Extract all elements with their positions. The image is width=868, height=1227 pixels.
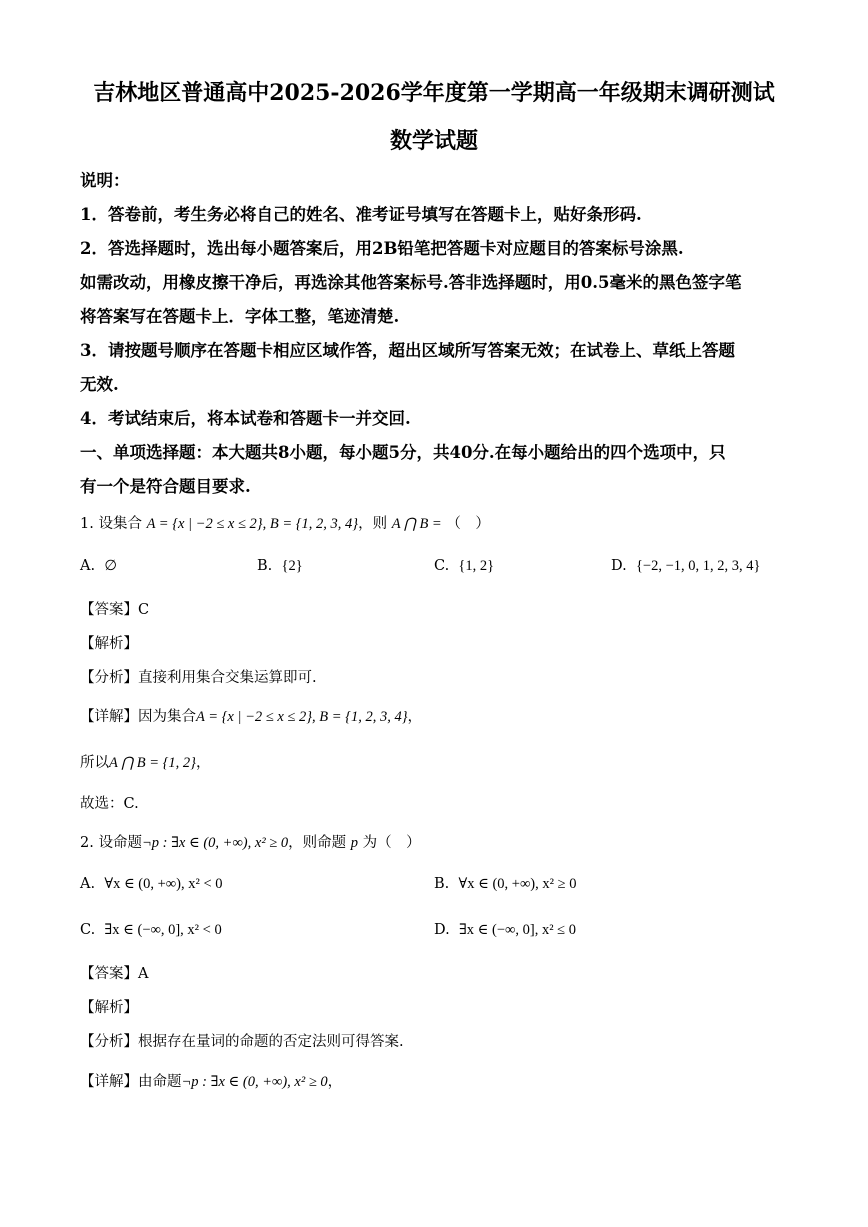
exam-title: 吉林地区普通高中2025-2026学年度第一学期高一年级期末调研测试 <box>93 80 775 106</box>
q1-option-a: A. ∅ <box>80 558 117 574</box>
q1-paren: （ ） <box>446 516 490 532</box>
note-item: 3．请按题号顺序在答题卡相应区域作答，超出区域所写答案无效；在试卷上、草纸上答题 <box>80 341 735 360</box>
section-heading: 一、单项选择题：本大题共8小题，每小题5分，共40分.在每小题给出的四个选项中，只 <box>80 443 726 462</box>
question-2: 2. 设命题¬p : ∃x ∈ (0, +∞), x² ≥ 0，则命题 p 为（ ） <box>80 835 421 851</box>
note-item: 将答案写在答题卡上．字体工整，笔迹清楚. <box>80 307 400 326</box>
section-heading-cont: 有一个是符合题目要求. <box>80 477 251 496</box>
q1-option-b: B. {2} <box>257 558 303 574</box>
q1-formula2: A ⋂ B = <box>391 516 442 532</box>
q2-analysis: 【分析】根据存在量词的命题的否定法则可得答案. <box>80 1034 404 1050</box>
q1-analysis-head: 【解析】 <box>80 636 138 652</box>
q2-answer: 【答案】A <box>80 966 149 982</box>
note-item: 4．考试结束后，将本试卷和答题卡一并交回. <box>80 409 411 428</box>
q1-answer: 【答案】C <box>80 602 150 618</box>
question-1 <box>80 512 490 533</box>
q2-analysis-head: 【解析】 <box>80 1000 138 1016</box>
q1-option-c: C. {1, 2} <box>434 558 495 574</box>
q1-analysis: 【分析】直接利用集合交集运算即可. <box>80 670 317 686</box>
q1-formula: A = {x | −2 ≤ x ≤ 2}, B = {1, 2, 3, 4} <box>146 516 359 532</box>
q2-option-d: D. ∃x ∈ (−∞, 0], x² ≤ 0 <box>434 922 577 938</box>
q1-suffix: ，则 <box>358 516 388 532</box>
note-item: 如需改动，用橡皮擦干净后，再选涂其他答案标号.答非选择题时，用0.5毫米的黑色签字笔 <box>80 273 742 292</box>
note-item: 1．答卷前，考生务必将自己的姓名、准考证号填写在答题卡上，贴好条形码. <box>80 205 642 224</box>
note-item: 2．答选择题时，选出每小题答案后，用2B铅笔把答题卡对应题目的答案标号涂黑. <box>80 239 684 258</box>
notes-heading: 说明： <box>80 171 130 190</box>
q1-choose: 故选：C. <box>80 796 139 812</box>
q1-so: 所以A ⋂ B = {1, 2}， <box>80 755 211 771</box>
q2-option-b: B. ∀x ∈ (0, +∞), x² ≥ 0 <box>434 876 577 892</box>
q2-option-a: A. ∀x ∈ (0, +∞), x² < 0 <box>80 876 223 892</box>
q1-detail: 【详解】因为集合A = {x | −2 ≤ x ≤ 2}, B = {1, 2, 3, 4}， <box>80 709 423 725</box>
exam-subtitle: 数学试题 <box>389 128 478 154</box>
q1-option-d: D. {−2, −1, 0, 1, 2, 3, 4} <box>611 558 761 574</box>
q2-detail: 【详解】由命题¬p : ∃x ∈ (0, +∞), x² ≥ 0， <box>80 1074 343 1090</box>
q1-prefix: 1. 设集合 <box>80 516 142 532</box>
q2-option-c: C. ∃x ∈ (−∞, 0], x² < 0 <box>80 922 222 938</box>
note-item: 无效. <box>80 375 119 394</box>
